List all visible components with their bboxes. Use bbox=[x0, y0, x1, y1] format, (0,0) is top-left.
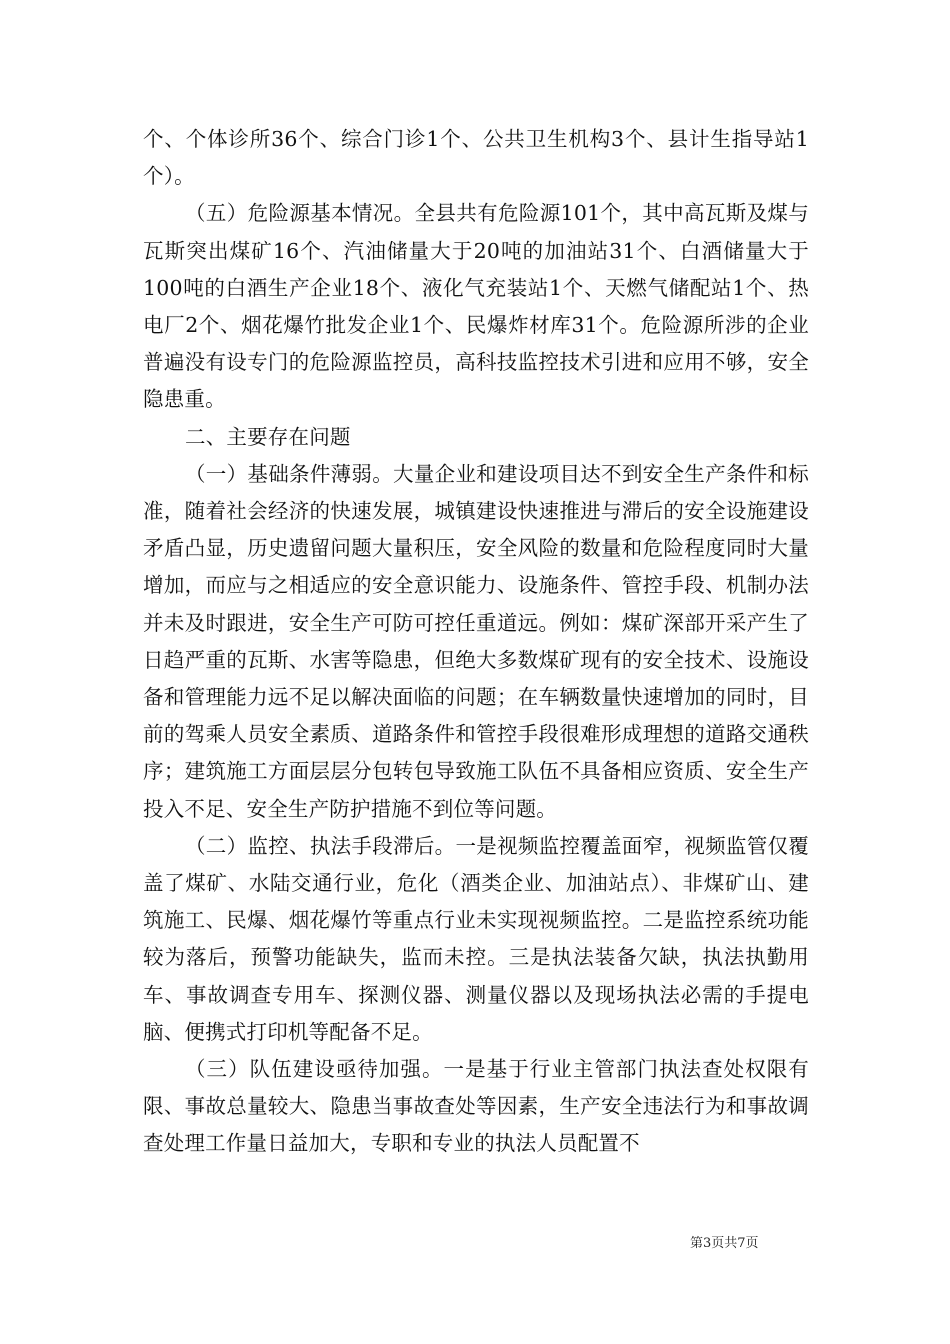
paragraph-team-building: （三）队伍建设亟待加强。一是基于行业主管部门执法查处权限有限、事故总量较大、隐患当事故查处等因素，生产安全违法行为和事故调查处理工作量日益加大，专职和专业的执法人员配置不 bbox=[143, 1057, 809, 1156]
paragraph-monitoring-lag: （二）监控、执法手段滞后。一是视频监控覆盖面窄，视频监管仅覆盖了煤矿、水陆交通行业，危化（酒类企业、加油站点）、非煤矿山、建筑施工、民爆、烟花爆竹等重点行业未实现视频监控。二是监控系统功能较为落后，预警功能缺失，监而未控。三是执法装备欠缺，执法执勤用车、事故调查专用车、探测仪器、测量仪器以及现场执法必需的手提电脑、便携式打印机等配备不足。 bbox=[143, 833, 809, 1044]
page-number: 第3页共7页 bbox=[690, 1236, 759, 1251]
document-body bbox=[143, 121, 809, 1163]
paragraph-continuation: 个、个体诊所36个、综合门诊1个、公共卫生机构3个、县计生指导站1个）。 bbox=[143, 127, 809, 189]
section-heading-main-problems: 二、主要存在问题 bbox=[185, 424, 351, 449]
paragraph-hazard-sources: （五）危险源基本情况。全县共有危险源101个，其中高瓦斯及煤与瓦斯突出煤矿16个、汽油储量大于20吨的加油站31个、白酒储量大于100吨的白酒生产企业18个、液化气充装站1个、天燃气储配站1个、热电厂2个、烟花爆竹批发企业1个、民爆炸材库31个。危险源所涉的企业普遍没有设专门的危险源监控员，高科技监控技术引进和应用不够，安全隐患重。 bbox=[143, 201, 809, 412]
paragraph-weak-foundation: （一）基础条件薄弱。大量企业和建设项目达不到安全生产条件和标准，随着社会经济的快速发展，城镇建设快速推进与滞后的安全设施建设矛盾凸显，历史遗留问题大量积压，安全风险的数量和危险程度同时大量增加，而应与之相适应的安全意识能力、设施条件、管控手段、机制办法并未及时跟进，安全生产可防可控任重道远。例如：煤矿深部开采产生了日趋严重的瓦斯、水害等隐患，但绝大多数煤矿现有的安全技术、设施设备和管理能力远不足以解决面临的问题；在车辆数量快速增加的同时，目前的驾乘人员安全素质、道路条件和管控手段很难形成理想的道路交通秩序；建筑施工方面层层分包转包导致施工队伍不具备相应资质、安全生产投入不足、安全生产防护措施不到位等问题。 bbox=[143, 461, 809, 821]
